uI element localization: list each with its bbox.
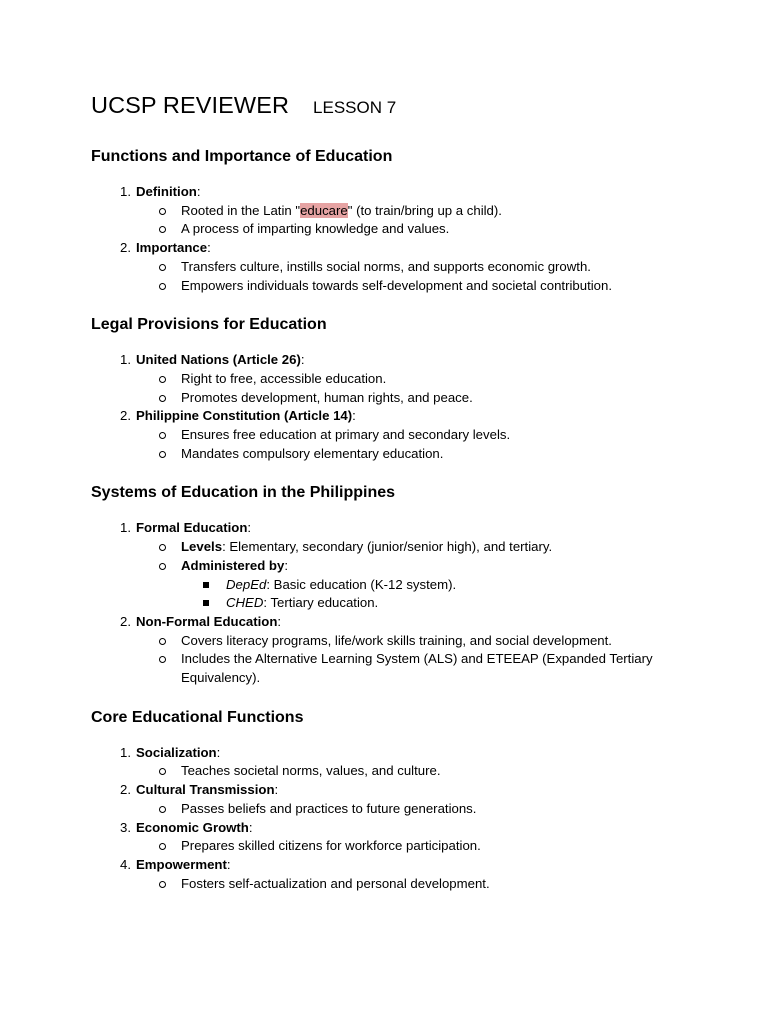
item-label: Non-Formal Education: [136, 613, 278, 629]
numbered-list: [91, 183, 691, 295]
list-item: Ensures free education at primary and secondary levels.: [136, 426, 691, 445]
list-item-empowerment: [91, 856, 691, 893]
list-item-philippine-constitution: [91, 407, 691, 463]
item-colon: :: [247, 520, 252, 536]
sub-list: [136, 426, 691, 463]
document-title: UCSP REVIEWER: [91, 92, 290, 118]
sub-list: [136, 800, 691, 819]
item-text: " (to train/bring up a child).: [347, 202, 502, 218]
list-number: 1.: [120, 352, 131, 368]
list-item: Transfers culture, instills social norms, and supports economic growth.: [136, 258, 691, 277]
document-page: [91, 92, 691, 893]
item-label: Importance: [136, 240, 208, 256]
list-item: Mandates compulsory elementary education.: [136, 445, 691, 464]
list-item: [181, 576, 691, 595]
item-text: : Basic education (K-12 system).: [266, 576, 457, 592]
nested-list: [181, 576, 691, 613]
list-item: Right to free, accessible education.: [136, 370, 691, 389]
item-label: Socialization: [136, 744, 217, 760]
list-item-economic-growth: [91, 819, 691, 856]
item-colon: :: [300, 352, 305, 368]
item-text: :: [284, 557, 288, 573]
list-item: Teaches societal norms, values, and culture.: [136, 762, 691, 781]
item-label: Empowerment: [136, 856, 227, 872]
list-number: 1.: [120, 520, 131, 536]
sub-list: [136, 370, 691, 407]
item-text: Rooted in the Latin ": [181, 202, 301, 218]
highlighted-word: educare: [300, 202, 348, 218]
item-label: DepEd: [226, 576, 267, 592]
list-item: A process of imparting knowledge and values.: [136, 220, 691, 239]
sub-list: [136, 258, 691, 295]
item-label: Economic Growth: [136, 819, 249, 835]
sub-list: [136, 837, 691, 856]
sub-list: [136, 632, 691, 688]
item-label: Formal Education: [136, 520, 248, 536]
list-item-united-nations: [91, 351, 691, 407]
list-item: [181, 594, 691, 613]
section-core-functions: [91, 708, 691, 894]
list-number: 4.: [120, 856, 131, 872]
item-label: Levels: [181, 539, 223, 555]
document-subtitle: LESSON 7: [313, 98, 397, 117]
item-label: CHED: [226, 595, 264, 611]
item-colon: :: [207, 240, 211, 256]
item-label: United Nations (Article 26): [136, 352, 301, 368]
section-heading: Legal Provisions for Education: [91, 316, 327, 334]
item-colon: :: [277, 613, 282, 629]
sub-list: [136, 538, 691, 613]
item-colon: :: [248, 819, 253, 835]
item-label: Administered by: [181, 557, 285, 573]
item-colon: :: [274, 782, 279, 798]
item-label: Definition: [136, 184, 197, 199]
list-number: 1.: [120, 744, 131, 760]
sub-list: [136, 875, 691, 894]
list-item-socialization: [91, 744, 691, 781]
list-item: [136, 202, 691, 221]
item-colon: :: [196, 184, 201, 199]
section-heading: Functions and Importance of Education: [91, 148, 393, 165]
list-item-cultural-transmission: [91, 781, 691, 818]
numbered-list: [91, 519, 691, 687]
item-colon: :: [352, 408, 356, 424]
list-item: [136, 538, 691, 557]
document-title-row: [91, 92, 691, 124]
list-item-non-formal-education: [91, 613, 691, 688]
list-number: 2.: [120, 408, 131, 424]
item-label: Philippine Constitution (Article 14): [136, 408, 353, 424]
list-item: Promotes development, human rights, and peace.: [136, 389, 691, 408]
section-legal-provisions: [91, 315, 691, 463]
list-item: Passes beliefs and practices to future generations.: [136, 800, 691, 819]
item-colon: :: [226, 856, 231, 872]
numbered-list: [91, 351, 691, 463]
list-item-definition: [91, 183, 691, 239]
list-item: [136, 557, 691, 613]
list-item: Prepares skilled citizens for workforce participation.: [136, 837, 691, 856]
list-item: Includes the Alternative Learning System (ALS) and ETEEAP (Expanded Tertiary Equivalency).: [136, 650, 691, 687]
item-colon: :: [216, 744, 221, 760]
sub-list: [136, 202, 691, 239]
list-item: Empowers individuals towards self-development and societal contribution.: [136, 277, 691, 296]
list-number: 2.: [120, 240, 131, 256]
list-item: Fosters self-actualization and personal development.: [136, 875, 691, 894]
list-number: 2.: [120, 613, 131, 629]
item-text: : Tertiary education.: [263, 595, 379, 611]
list-item: Covers literacy programs, life/work skills training, and social development.: [136, 632, 691, 651]
list-number: 3.: [120, 819, 131, 835]
sub-list: [136, 762, 691, 781]
list-number: 2.: [120, 782, 131, 798]
item-label: Cultural Transmission: [136, 782, 275, 798]
list-number: 1.: [120, 184, 131, 199]
list-item-importance: [91, 239, 691, 295]
section-systems-of-education: [91, 483, 691, 687]
section-heading: Systems of Education in the Philippines: [91, 484, 396, 502]
section-functions-importance: [91, 147, 691, 295]
numbered-list: [91, 744, 691, 894]
item-text: : Elementary, secondary (junior/senior high), and tertiary.: [222, 539, 553, 555]
list-item-formal-education: [91, 519, 691, 613]
section-heading: Core Educational Functions: [91, 708, 304, 726]
